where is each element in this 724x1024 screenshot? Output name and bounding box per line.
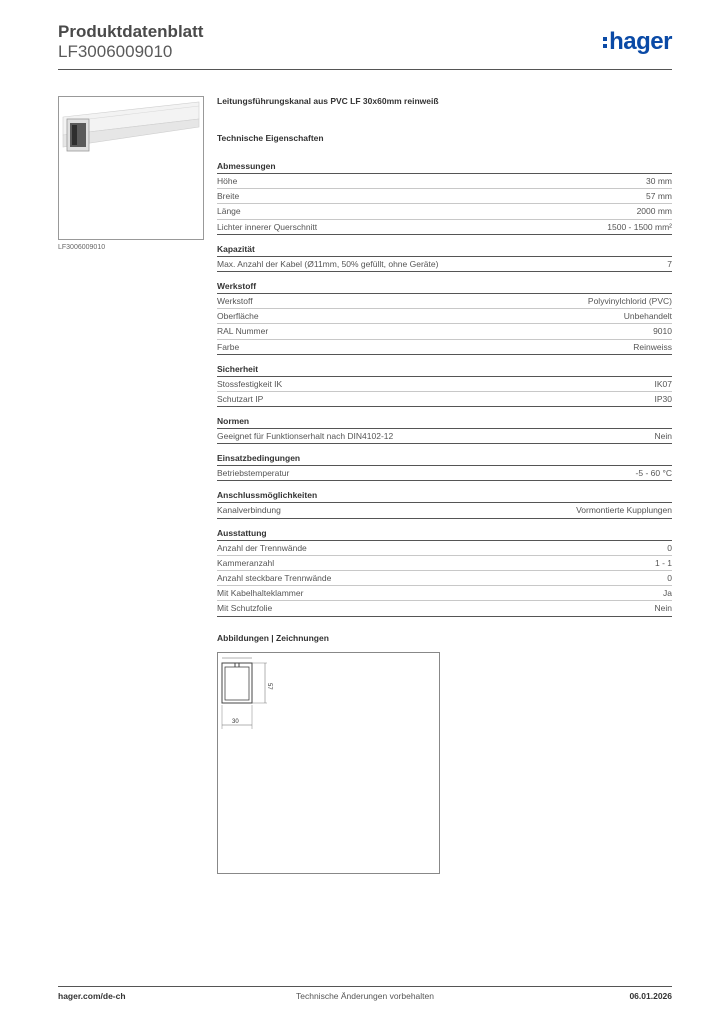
- spec-row: [217, 174, 672, 189]
- spec-row: [217, 541, 672, 556]
- spec-value: 7: [667, 258, 672, 269]
- spec-value: Polyvinylchlorid (PVC): [587, 295, 672, 306]
- technical-drawing: [218, 653, 439, 873]
- spec-row: [217, 503, 672, 518]
- spec-group-title: Ausstattung: [217, 528, 672, 541]
- spec-group-title: Abmessungen: [217, 161, 672, 174]
- section-title: Technische Eigenschaften: [217, 133, 324, 143]
- spec-value: Reinweiss: [633, 341, 672, 352]
- spec-label: Kanalverbindung: [217, 505, 281, 516]
- spec-value: IK07: [654, 378, 672, 389]
- spec-row: [217, 324, 672, 339]
- spec-group-title: Normen: [217, 416, 672, 429]
- spec-label: Anzahl der Trennwände: [217, 542, 307, 553]
- dim-width-label: 30: [232, 718, 239, 725]
- spec-label: Max. Anzahl der Kabel (Ø11mm, 50% gefüllt, ohne Geräte): [217, 258, 439, 269]
- footer-divider: [58, 986, 672, 987]
- page-title: Produktdatenblatt: [58, 22, 204, 41]
- footer-note: Technische Änderungen vorbehalten: [296, 991, 434, 1001]
- spec-value: 1 - 1: [654, 557, 672, 568]
- footer-date: 06.01.2026: [629, 991, 672, 1001]
- spec-row: [217, 377, 672, 392]
- spec-group: [217, 244, 672, 272]
- dim-height-label: 57: [266, 682, 272, 690]
- spec-row: [217, 220, 672, 235]
- spec-row: [217, 204, 672, 219]
- spec-group: [217, 281, 672, 355]
- spec-content: [217, 96, 672, 874]
- spec-label: Farbe: [217, 341, 240, 352]
- product-image: [58, 96, 204, 240]
- spec-groups: [217, 161, 672, 617]
- spec-value: IP30: [654, 393, 672, 404]
- spec-value: -5 - 60 °C: [635, 468, 672, 479]
- product-name: Leitungsführungskanal aus PVC LF 30x60mm reinweiß: [217, 96, 439, 106]
- logo-text: hager: [609, 28, 672, 55]
- spec-row: [217, 294, 672, 309]
- drawing-frame: [217, 652, 440, 874]
- logo-dots-icon: [603, 34, 607, 51]
- spec-label: Lichter innerer Querschnitt: [217, 221, 318, 232]
- spec-label: Mit Schutzfolie: [217, 603, 273, 614]
- spec-row: [217, 309, 672, 324]
- spec-value: 0: [667, 542, 672, 553]
- spec-label: Kammeranzahl: [217, 557, 275, 568]
- spec-row: [217, 466, 672, 481]
- spec-group-title: Einsatzbedingungen: [217, 453, 672, 466]
- article-number: LF3006009010: [58, 42, 173, 61]
- spec-row: [217, 257, 672, 272]
- spec-group: [217, 490, 672, 518]
- spec-group: [217, 453, 672, 481]
- spec-label: Werkstoff: [217, 295, 253, 306]
- spec-group: [217, 161, 672, 235]
- spec-value: 57 mm: [646, 191, 672, 202]
- spec-row: [217, 586, 672, 601]
- spec-label: Mit Kabelhalteklammer: [217, 588, 304, 599]
- spec-row: [217, 571, 672, 586]
- product-image-caption: LF3006009010: [58, 244, 106, 251]
- spec-group: [217, 364, 672, 407]
- page-header: [58, 22, 203, 62]
- cable-duct-image: [59, 97, 203, 239]
- spec-label: Stossfestigkeit IK: [217, 378, 283, 389]
- spec-group-title: Sicherheit: [217, 364, 672, 377]
- spec-value: Unbehandelt: [623, 311, 672, 322]
- spec-value: 30 mm: [646, 176, 672, 186]
- spec-value: 1500 - 1500 mm²: [607, 221, 672, 232]
- spec-row: [217, 189, 672, 204]
- spec-label: Geeignet für Funktionserhalt nach DIN4102-12: [217, 431, 394, 442]
- spec-value: Vormontierte Kupplungen: [576, 505, 672, 516]
- spec-value: 2000 mm: [636, 206, 672, 217]
- header-divider: [58, 69, 672, 70]
- spec-label: Oberfläche: [217, 311, 259, 322]
- spec-row: [217, 429, 672, 444]
- spec-label: Länge: [217, 206, 241, 217]
- spec-value: 9010: [653, 326, 672, 337]
- spec-value: Ja: [663, 588, 672, 599]
- spec-group: [217, 416, 672, 444]
- hager-logo: [603, 28, 672, 56]
- footer-website-link[interactable]: hager.com/de-ch: [58, 991, 126, 1001]
- spec-label: Höhe: [217, 176, 238, 186]
- drawings-title: Abbildungen | Zeichnungen: [217, 632, 329, 643]
- spec-row: [217, 556, 672, 571]
- spec-row: [217, 392, 672, 407]
- spec-value: Nein: [654, 431, 672, 442]
- spec-value: Nein: [654, 603, 672, 614]
- spec-group-title: Anschlussmöglichkeiten: [217, 490, 672, 503]
- spec-label: Schutzart IP: [217, 393, 264, 404]
- spec-group-title: Kapazität: [217, 244, 672, 257]
- spec-label: Betriebstemperatur: [217, 468, 290, 479]
- spec-group: [217, 528, 672, 617]
- spec-label: RAL Nummer: [217, 326, 269, 337]
- spec-row: [217, 340, 672, 355]
- spec-row: [217, 601, 672, 616]
- spec-value: 0: [667, 573, 672, 583]
- spec-group-title: Werkstoff: [217, 281, 672, 294]
- spec-label: Anzahl steckbare Trennwände: [217, 573, 332, 583]
- spec-label: Breite: [217, 191, 240, 202]
